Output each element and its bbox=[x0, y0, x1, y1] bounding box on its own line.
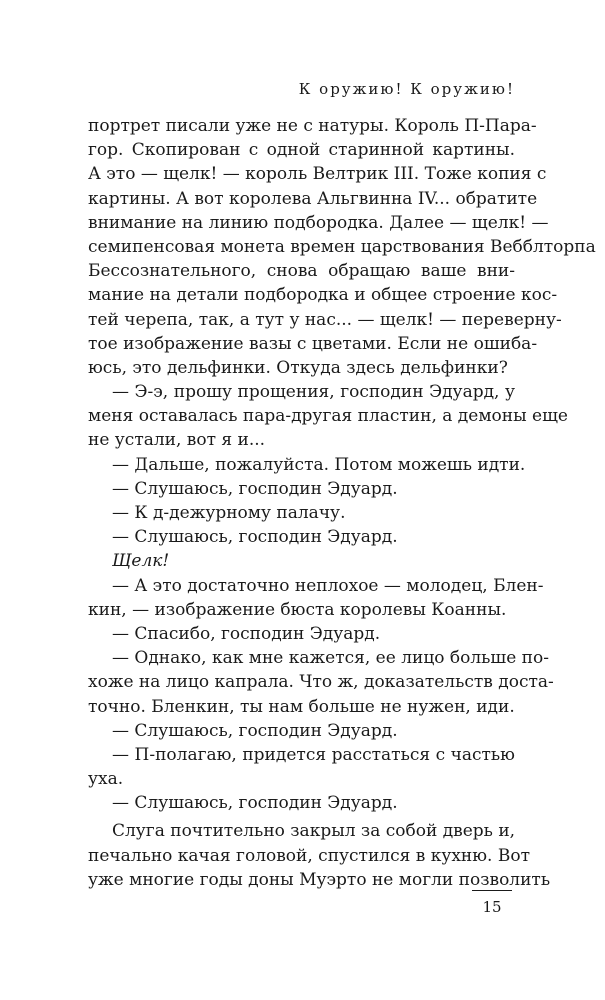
text-line: Слуга почтительно закрыл за собой дверь и, bbox=[112, 821, 516, 842]
text-line: юсь, это дельфинки. Откуда здесь дельфинки? bbox=[88, 357, 508, 378]
text-line: — Слушаюсь, господин Эдуард. bbox=[112, 527, 398, 548]
running-header: К оружию! К оружию! bbox=[298, 80, 515, 98]
text-line: хоже на лицо капрала. Что ж, доказательств доста- bbox=[88, 672, 554, 693]
text-line: — Спасибо, господин Эдуард. bbox=[112, 623, 381, 644]
text-line: уха. bbox=[88, 769, 124, 790]
footer-rule bbox=[472, 890, 512, 891]
text-line: — Слушаюсь, господин Эдуард. bbox=[112, 793, 398, 814]
text-line: тое изображение вазы с цветами. Если не ошиба- bbox=[88, 333, 538, 354]
text-line: — К д-дежурному палачу. bbox=[112, 503, 346, 523]
page-number: 15 bbox=[482, 898, 502, 916]
text-line: — Однако, как мне кажется, ее лицо больше по- bbox=[112, 648, 549, 669]
text-line: не устали, вот я и... bbox=[88, 430, 266, 451]
text-line: уже многие годы доны Муэрто не могли позволить bbox=[88, 869, 551, 890]
text-line: — Слушаюсь, господин Эдуард. bbox=[112, 478, 398, 499]
text-line: кин, — изображение бюста королевы Коанны. bbox=[88, 599, 507, 620]
text-line: семипенсовая монета времен царствования Вебблторпа bbox=[88, 236, 596, 257]
book-text bbox=[88, 114, 596, 892]
text-line: тей черепа, так, а тут у нас... — щелк! — переверну- bbox=[88, 309, 562, 330]
text-line: — А это достаточно неплохое — молодец, Блен- bbox=[112, 575, 544, 596]
text-line: А это — щелк! — король Велтрик III. Тоже копия с bbox=[88, 164, 547, 185]
text-line: внимание на линию подбородка. Далее — щелк! — bbox=[88, 212, 549, 233]
text-line: гор. Скопирован с одной старинной картины. bbox=[88, 140, 515, 161]
text-line: — П-полагаю, придется расстаться с частью bbox=[112, 744, 515, 765]
text-line: Щелк! bbox=[112, 551, 170, 572]
text-line: точно. Бленкин, ты нам больше не нужен, иди. bbox=[88, 696, 515, 717]
text-line: мание на детали подбородка и общее строение кос- bbox=[88, 285, 558, 306]
text-line: — Дальше, пожалуйста. Потом можешь идти. bbox=[112, 454, 526, 475]
text-line: Бессознательного, снова обращаю ваше вни- bbox=[88, 261, 515, 282]
text-line: картины. А вот королева Альгвинна IV... обратите bbox=[88, 188, 538, 209]
text-line: меня оставалась пара-другая пластин, а демоны еще bbox=[88, 406, 568, 427]
text-line: — Э-э, прошу прощения, господин Эдуард, у bbox=[112, 382, 515, 403]
text-line: портрет писали уже не с натуры. Король П-Пара- bbox=[88, 116, 537, 136]
text-line: — Слушаюсь, господин Эдуард. bbox=[112, 720, 398, 741]
text-line: печально качая головой, спустился в кухню. Вот bbox=[88, 845, 530, 866]
